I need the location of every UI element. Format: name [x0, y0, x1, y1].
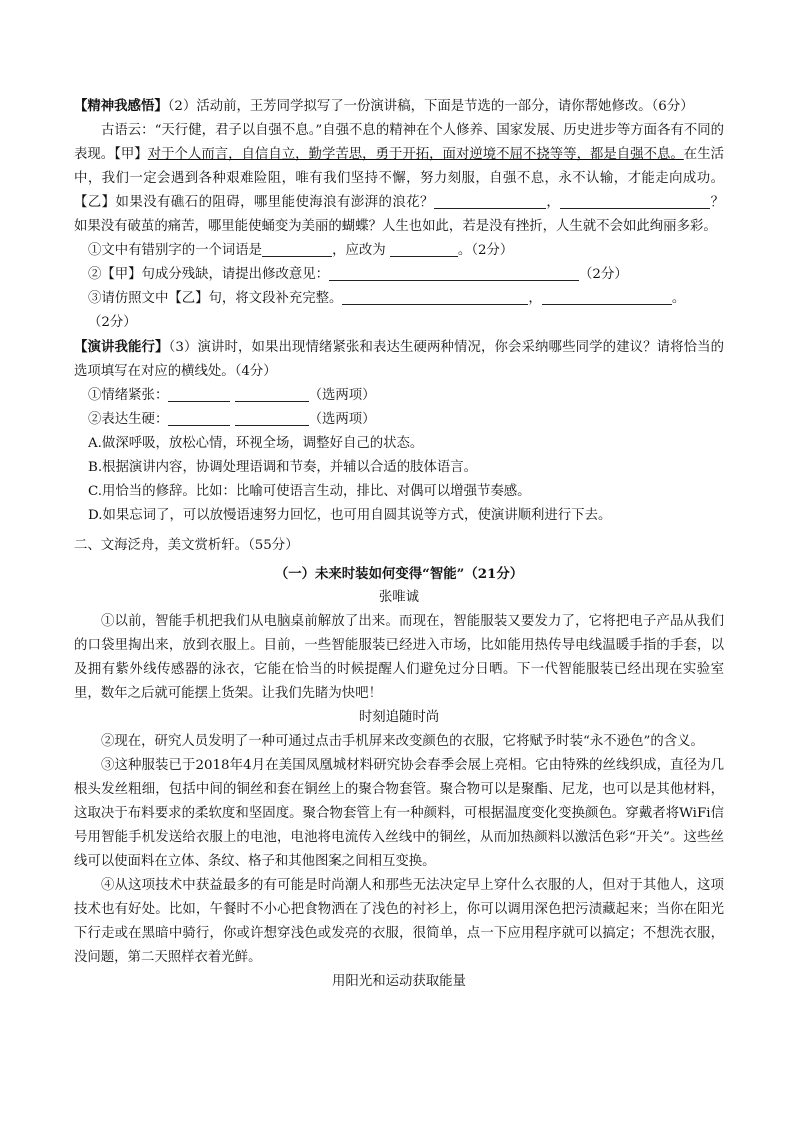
passage-text-c: ， [545, 195, 561, 210]
item-text: （2分） [579, 267, 628, 282]
question-2-tag: 【精神我感悟】 [74, 98, 168, 114]
passage-text-b: 在生活中，我们一定会遇到各种艰难险阻，唯有我们坚持不懈，努力刻服，自强不息，永不认输，才能走向成功。【乙】如果没有礁石的阻碍，哪里能使海浪有澎湃的浪花？ [74, 147, 724, 210]
question-2-stem: （2）活动前，王芳同学拟写了一份演讲稿，下面是节选的一部分，请你帮她修改。（6分） [167, 99, 694, 114]
section-heading: 二、文海泛舟，美文赏析轩。（55分） [74, 538, 299, 553]
item-text: 。 [671, 291, 686, 306]
question-3-item-2 [74, 408, 724, 432]
article-subheading-1: 时刻追随时尚 [358, 710, 440, 725]
blank-input-imitation-2[interactable] [542, 289, 672, 305]
article-title: （一）未来时装如何变得“智能”（21分） [274, 566, 524, 582]
option-b: B.根据演讲内容，协调处理语调和节奏，并辅以合适的肢体语言。 [88, 460, 478, 475]
question-2-item-3-score: （2分） [88, 315, 137, 330]
blank-input-nervous-2[interactable] [235, 386, 309, 402]
item-note: （选两项） [308, 388, 376, 403]
item-text: ①文中有错别字的一个词语是 [88, 243, 263, 258]
exam-page [74, 94, 724, 994]
article-paragraph-3: ③这种服装已于2018年4月在美国凤凰城材料研究协会春季会展上亮相。它由特殊的丝线织成，直径为几根头发丝粗细，包括中间的铜丝和套在铜丝上的聚合物套管。聚合物可以是聚酯、尼龙，也可以是其他材料，这取决于布料要求的柔软度和坚固度。聚合物套管上有一种颜料，可根据温度变化变换颜色。穿戴者将WiFi信号用智能手机发送给衣服上的电池，电池将电流传入丝线中的铜丝，从而加热颜料以激活色彩“开关”。这些丝线可以使面料在立体、条纹、格子和其他图案之间相互变换。 [74, 758, 724, 869]
question-3-stem: （3）演讲时，如果出现情绪紧张和表达生硬两种情况，你会采纳哪些同学的建议？请将恰当的选项填写在对应的横线处。（4分） [74, 340, 724, 379]
question-2 [74, 94, 724, 119]
blank-input-wrong-word[interactable] [262, 241, 332, 257]
blank-input-yi-1[interactable] [434, 193, 546, 209]
question-2-item-1 [74, 239, 724, 263]
blank-input-yi-2[interactable] [560, 193, 710, 209]
item-text: ②【甲】句成分残缺，请提出修改意见： [88, 267, 330, 282]
item-text: ①情绪紧张： [88, 388, 169, 403]
blank-input-nervous-1[interactable] [168, 386, 230, 402]
question-2-item-3 [74, 287, 724, 311]
article-author: 张唯诚 [378, 590, 420, 605]
passage-text-d: ？如果没有破茧的痛苦，哪里能使蛹变为美丽的蝴蝶？人生也如此，若是没有挫折，人生就不会如此绚丽多彩。 [74, 195, 725, 234]
blank-input-imitation-1[interactable] [342, 289, 528, 305]
item-text: ，应改为 [332, 243, 386, 258]
item-text: ②表达生硬： [88, 412, 169, 427]
option-c: C.用恰当的修辞。比如：比喻可使语言生动，排比、对偶可以增强节奏感。 [88, 484, 531, 499]
question-3 [74, 335, 724, 384]
item-text: ， [528, 291, 542, 306]
blank-input-stiff-1[interactable] [168, 410, 230, 426]
question-3-item-1 [74, 384, 724, 408]
article-paragraph-2: ②现在，研究人员发明了一种可通过点击手机屏来改变颜色的衣服，它将赋予时装“永不逊色”的含义。 [101, 734, 704, 749]
item-text: ③请仿照文中【乙】句，将文段补充完整。 [88, 291, 343, 306]
passage-text-a: 古语云：“天行健，君子以自强不息。”自强不息的精神在个人修养、国家发展、历史进步等方面各有不同的表现。【甲】 [74, 123, 724, 162]
option-a: A.做深呼吸，放松心情，环视全场，调整好自己的状态。 [88, 436, 424, 451]
blank-input-stiff-2[interactable] [235, 410, 309, 426]
article-paragraph-1: ①以前，智能手机把我们从电脑桌前解放了出来。而现在，智能服装又要发力了，它将把电子产品从我们的口袋里掏出来，放到衣服上。目前，一些智能服装已经进入市场，比如能用热传导电线温暖手指的手套，以及拥有紫外线传感器的泳衣，它能在恰当的时候提醒人们避免过分日晒。下一代智能服装已经出现在实验室里，数年之后就可能摆上货架。让我们先睹为快吧！ [74, 614, 724, 701]
item-note: （选两项） [308, 412, 376, 427]
question-3-tag: 【演讲我能行】 [74, 339, 169, 355]
question-2-item-2 [74, 263, 724, 287]
article-subheading-2: 用阳光和运动获取能量 [332, 974, 466, 989]
option-d: D.如果忘词了，可以放慢语速努力回忆，也可用自圆其说等方式，使演讲顺利进行下去。 [88, 508, 612, 523]
item-text: 。（2分） [457, 243, 514, 258]
blank-input-revision[interactable] [329, 265, 579, 281]
passage-sentence-jia: 对于个人而言，自信自立，勤学苦思，勇于开拓，面对逆境不屈不挠等等，都是自强不息。 [147, 147, 684, 162]
blank-input-correction[interactable] [390, 241, 458, 257]
speech-passage [74, 119, 724, 239]
article-paragraph-4: ④从这项技术中获益最多的有可能是时尚潮人和那些无法决定早上穿什么衣服的人，但对于其他人，这项技术也有好处。比如，午餐时不小心把食物洒在了浅色的衬衫上，你可以调用深色把污渍藏起来；当你在阳光下行走或在黑暗中骑行，你或许想穿浅色或发亮的衣服，很简单，点一下应用程序就可以搞定；不想洗衣服，没问题，第二天照样衣着光鲜。 [74, 878, 724, 965]
